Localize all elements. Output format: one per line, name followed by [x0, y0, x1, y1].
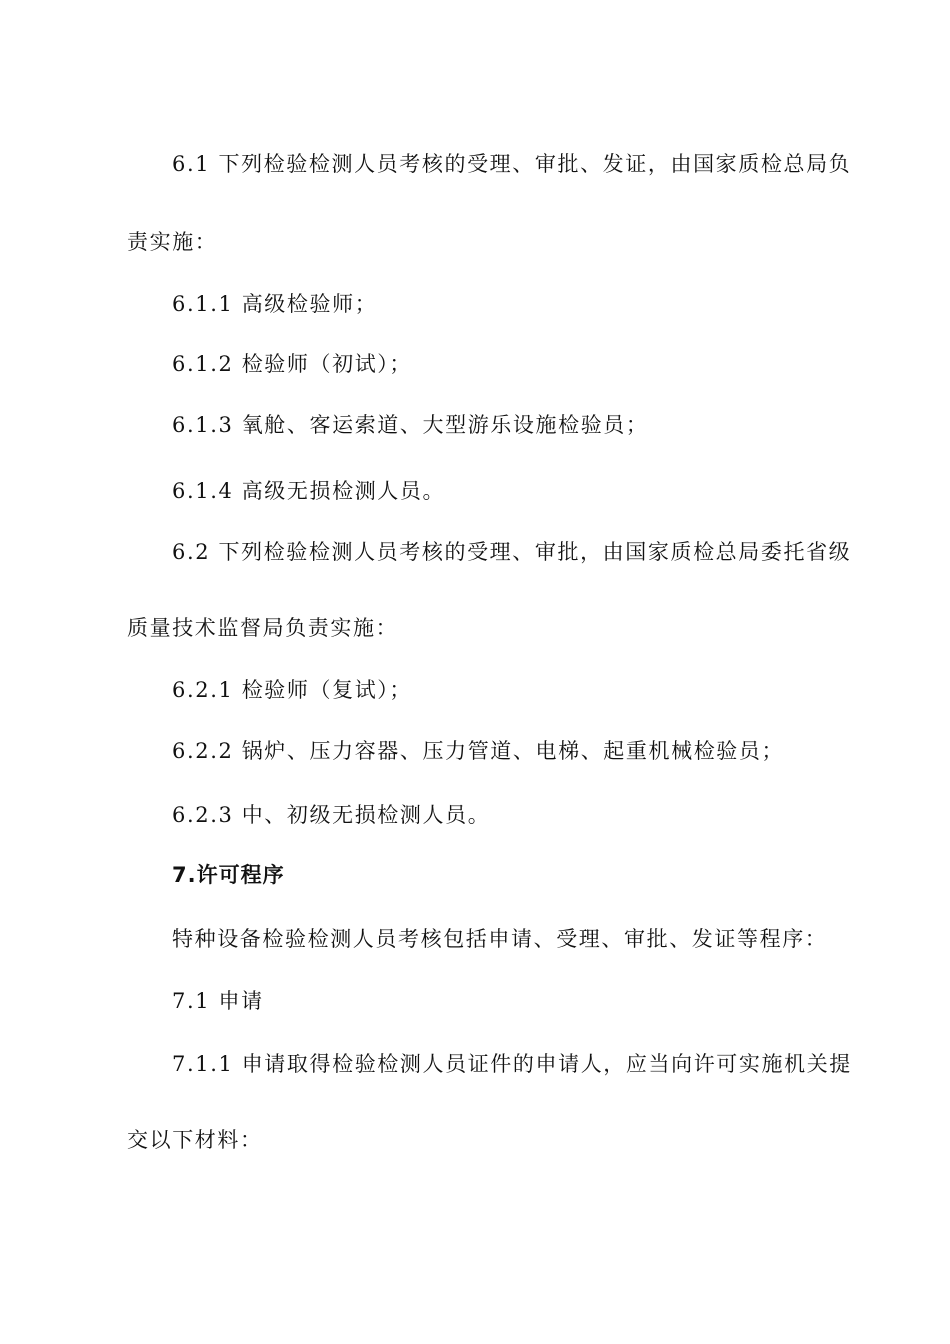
paragraph-7-intro: 特种设备检验检测人员考核包括申请、受理、审批、发证等程序：: [172, 927, 828, 951]
item-6-2-3: 6.2.3 中、初级无损检测人员。: [172, 803, 491, 827]
item-6-1-3: 6.1.3 氧舱、客运索道、大型游乐设施检验员；: [172, 413, 649, 437]
paragraph-6-1-line-2: 责实施：: [127, 230, 218, 254]
item-6-1-4: 6.1.4 高级无损检测人员。: [172, 479, 446, 503]
item-7-1: 7.1 申请: [172, 989, 264, 1013]
item-6-2-1: 6.2.1 检验师（复试）；: [172, 678, 413, 702]
item-6-1-2: 6.1.2 检验师（初试）；: [172, 352, 413, 376]
paragraph-7-1-1-line-2: 交以下材料：: [127, 1128, 263, 1152]
section-heading-7: 7.许可程序: [172, 863, 285, 887]
paragraph-6-2-line-1: 6.2 下列检验检测人员考核的受理、审批，由国家质检总局委托省级: [172, 540, 852, 564]
item-6-2-2: 6.2.2 锅炉、压力容器、压力管道、电梯、起重机械检验员；: [172, 739, 785, 763]
paragraph-6-1-line-1: 6.1 下列检验检测人员考核的受理、审批、发证，由国家质检总局负: [172, 152, 852, 176]
paragraph-7-1-1-line-1: 7.1.1 申请取得检验检测人员证件的申请人，应当向许可实施机关提: [172, 1052, 852, 1076]
item-6-1-1: 6.1.1 高级检验师；: [172, 292, 378, 316]
paragraph-6-2-line-2: 质量技术监督局负责实施：: [127, 616, 399, 640]
